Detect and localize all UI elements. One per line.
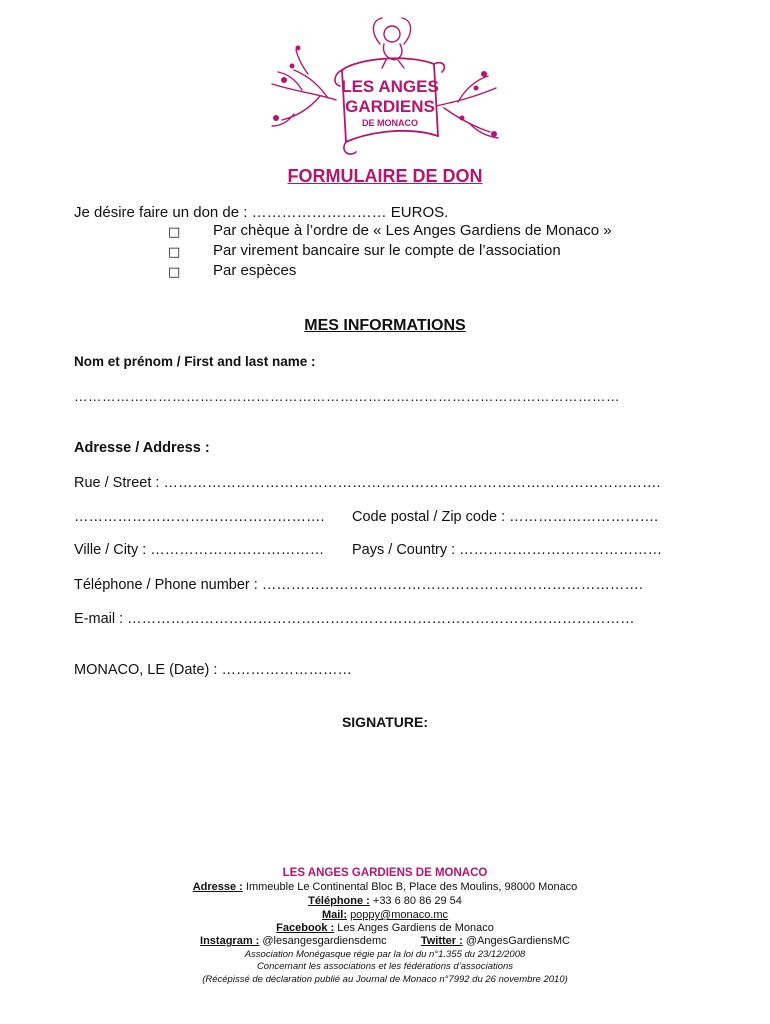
footer-legal-1: Association Monégasque régie par la loi du n°1.355 du 23/12/2008	[244, 949, 526, 960]
checkbox-icon[interactable]: □	[168, 265, 181, 280]
postal-code-field[interactable]: Code postal / Zip code : ………………………….	[352, 509, 659, 525]
option-label: Par chèque à l’ordre de « Les Anges Gardiens de Monaco »	[213, 222, 612, 239]
donation-amount-line[interactable]: Je désire faire un don de : ……………………… EUROS.	[74, 204, 449, 221]
footer-phone: Téléphone : +33 6 80 86 29 54	[308, 895, 462, 907]
signature-label: SIGNATURE:	[341, 714, 429, 730]
phone-field[interactable]: Téléphone / Phone number : …………………………………………………………………….	[74, 577, 643, 593]
street2-field[interactable]: …………………………………………….	[74, 509, 325, 525]
checkbox-icon[interactable]: □	[168, 245, 181, 260]
footer-mail: Mail: poppy@monaco.mc	[321, 909, 449, 921]
footer-facebook: Facebook : Les Anges Gardiens de Monaco	[276, 922, 494, 934]
footer-address: Adresse : Immeuble Le Continental Bloc B, Place des Moulins, 98000 Monaco	[192, 881, 578, 893]
info-section-title: MES INFORMATIONS	[304, 317, 466, 334]
street-field[interactable]: Rue / Street : ………………………………………………………………………………………….	[74, 475, 661, 491]
country-field[interactable]: Pays / Country : ……………………………………	[352, 542, 663, 558]
date-field[interactable]: MONACO, LE (Date) : ………………………	[74, 662, 352, 678]
footer-org-name: LES ANGES GARDIENS DE MONACO	[282, 867, 488, 879]
payment-option-cash[interactable]	[168, 262, 297, 281]
angel-scroll-logo-icon	[258, 14, 510, 162]
logo-line3: DE MONACO	[362, 118, 418, 128]
address-label: Adresse / Address :	[74, 440, 210, 456]
footer-legal-3: (Récépissé de déclaration publié au Journal de Monaco n°7992 du 26 novembre 2010)	[202, 974, 568, 985]
checkbox-icon[interactable]: □	[168, 225, 181, 240]
payment-option-cheque[interactable]	[168, 222, 612, 241]
organization-logo	[258, 14, 510, 162]
option-label: Par espèces	[213, 262, 297, 279]
payment-option-transfer[interactable]	[168, 242, 561, 261]
logo-line2: GARDIENS	[345, 97, 435, 116]
name-field[interactable]: ………………………………………………………………………………………………………	[74, 389, 620, 404]
form-title: FORMULAIRE DE DON	[287, 166, 483, 186]
footer-legal-2: Concernant les associations et les fédérations d’associations	[256, 961, 514, 972]
logo-line1: LES ANGES	[341, 77, 439, 96]
mail-link[interactable]: poppy@monaco.mc	[350, 909, 449, 921]
footer-social: Instagram : @lesangesgardiensdemc Twitter : @AngesGardiensMC	[200, 935, 570, 947]
name-label: Nom et prénom / First and last name :	[74, 354, 316, 369]
city-field[interactable]: Ville / City : ………………………………	[74, 542, 325, 558]
email-field[interactable]: E-mail : ……………………………………………………………………………………………	[74, 611, 635, 627]
option-label: Par virement bancaire sur le compte de l’association	[213, 242, 561, 259]
